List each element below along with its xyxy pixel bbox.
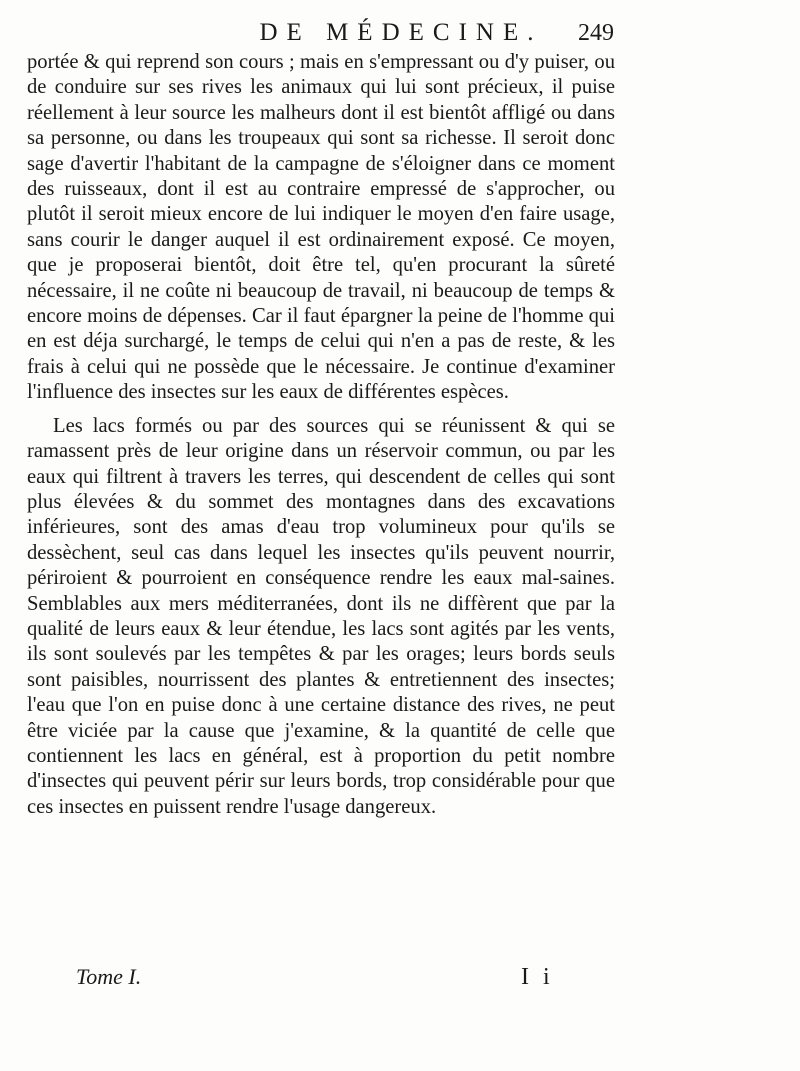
volume-label: Tome I. bbox=[76, 964, 142, 989]
paragraph-lakes: Les lacs formés ou par des sources qui se réunissent & qui se ramassent près de leur origine dans un réservoir commun, ou par les eaux qui filtrent à travers les terres, qui descendent de celles qui sont plus élevées & du sommet des montagnes dans des excavations inférieures, sont des amas d'eau trop volumineux pour qu'ils se dessèchent, seul cas dans lequel les insectes qu'ils peuvent nourrir, périroient & pourroient en conséquence rendre les eaux mal-saines. Semblables aux mers méditerranées, dont ils ne diffèrent que par la qualité de leurs eaux & leur étendue, les lacs sont agités par les vents, ils sont soulevés par les tempêtes & par les orages; leurs bords seuls sont paisibles, nourrissent des plantes & entretiennent des insectes; l'eau que l'on en puise donc à une certaine distance des rives, ne peut être viciée par la cause que j'examine, & la quantité de celle que contiennent les lacs en général, est à proportion du petit nombre d'insectes qui peuvent périr sur leurs bords, trop considérable pour que ces insectes en puissent rendre l'usage dangereux. bbox=[27, 414, 615, 818]
paragraph-continued: portée & qui reprend son cours ; mais en s'empressant ou d'y puiser, ou de conduire sur ses rives les animaux qui lui sont précieux, il puise réellement à leur source les malheurs dont il est bientôt affligé ou dans sa personne, ou dans les troupeaux qui sont sa richesse. Il seroit donc sage d'avertir l'habitant de la campagne de s'éloigner dans ce moment des ruisseaux, dont il est au contraire empressé de s'approcher, ou plutôt il seroit mieux encore de lui indiquer le moyen d'en faire usage, sans courir le danger auquel il est ordinairement exposé. Ce moyen, que je proposerai bientôt, doit être tel, qu'en procurant la sûreté nécessaire, il ne coûte ni beaucoup de travail, ni beaucoup de temps & encore moins de dépenses. Car il faut épargner la peine de l'homme qui en est déja surchargé, le temps de celui qui n'en a pas de reste, & les frais à celui qui ne possède que le nécessaire. Je continue d'examiner l'influence des insectes sur les eaux de différentes espèces. bbox=[27, 51, 615, 404]
page-number: 249 bbox=[578, 20, 614, 46]
signature-mark: I i bbox=[521, 964, 554, 990]
body-text bbox=[27, 50, 615, 820]
running-title: DE MÉDECINE. bbox=[259, 19, 543, 46]
